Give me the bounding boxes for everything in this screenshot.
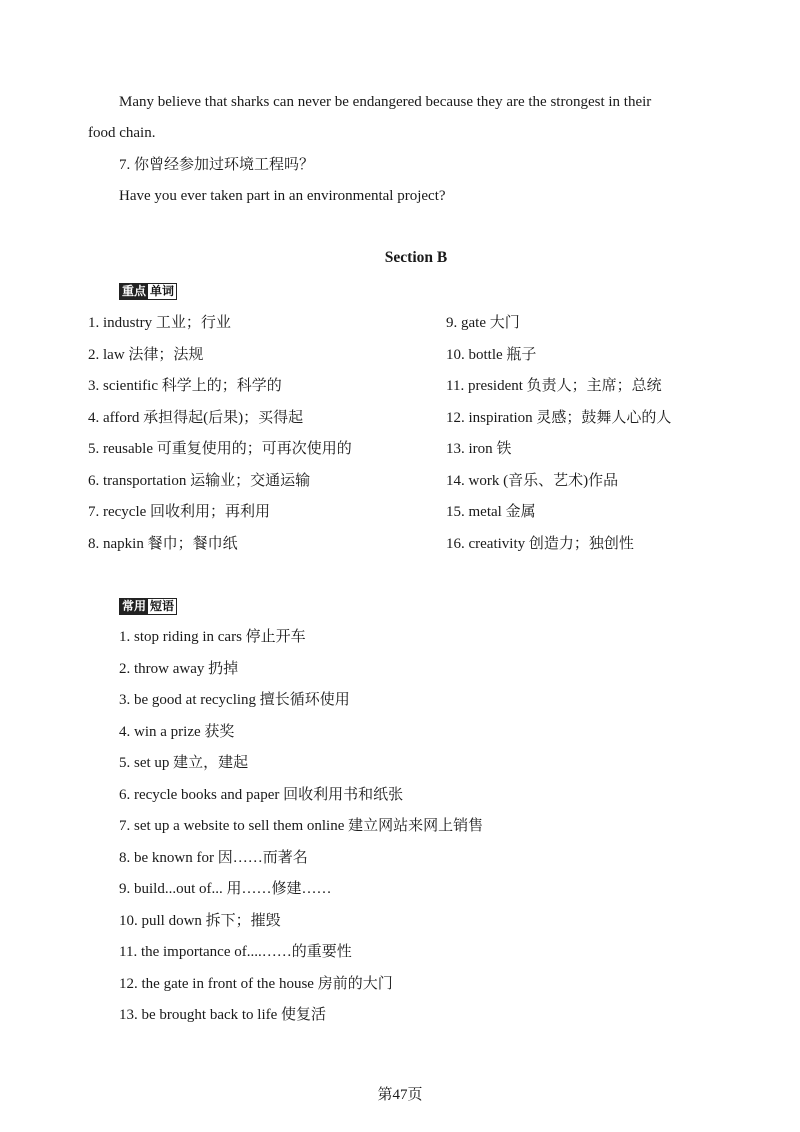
vocab-item: 13. iron 铁	[446, 441, 512, 457]
vocab-item: 3. scientific 科学上的；科学的	[88, 378, 282, 394]
vocab-list	[88, 313, 768, 565]
vocab-item: 6. transportation 运输业；交通运输	[88, 472, 311, 489]
question-english: Have you ever taken part in an environmental project?	[119, 188, 446, 204]
phrase-item: 12. the gate in front of the house 房前的大门	[119, 975, 393, 992]
vocab-item: 4. afford 承担得起(后果)；买得起	[88, 409, 304, 426]
vocab-item: 1. industry 工业；行业	[88, 315, 231, 331]
vocab-item: 9. gate 大门	[446, 315, 520, 331]
phrase-badge-light: 短语	[150, 599, 175, 613]
phrase-list	[119, 627, 483, 1037]
vocab-item: 8. napkin 餐巾；餐巾纸	[88, 535, 238, 552]
phrase-item: 13. be brought back to life 使复活	[119, 1007, 327, 1023]
phrase-item: 7. set up a website to sell them online 建立网站来网上销售	[119, 818, 484, 834]
vocab-item: 2. law 法律；法规	[88, 346, 204, 363]
paragraph-line: Many believe that sharks can never be endangered because they are the strongest in their	[119, 94, 652, 110]
phrase-badge	[119, 598, 177, 615]
phrase-item: 1. stop riding in cars 停止开车	[119, 629, 306, 645]
section-title: Section B	[384, 249, 448, 266]
vocab-badge	[119, 283, 177, 300]
vocab-item: 15. metal 金属	[446, 504, 536, 520]
vocab-item: 10. bottle 瓶子	[446, 346, 537, 363]
phrase-item: 3. be good at recycling 擅长循环使用	[119, 692, 350, 708]
question-chinese: 7. 你曾经参加过环境工程吗？	[119, 157, 315, 173]
phrase-item: 8. be known for 因……而著名	[119, 849, 308, 866]
phrase-item: 6. recycle books and paper 回收利用书和纸张	[119, 786, 404, 803]
phrase-item: 5. set up 建立，建起	[119, 755, 249, 771]
vocab-item: 16. creativity 创造力；独创性	[446, 535, 634, 552]
vocab-item: 11. president 负责人；主席；总统	[446, 378, 662, 394]
phrase-item: 9. build...out of... 用……修建……	[119, 881, 332, 897]
vocab-badge-dark: 重点	[122, 284, 147, 298]
phrase-item: 11. the importance of....……的重要性	[119, 944, 352, 960]
vocab-item: 12. inspiration 灵感；鼓舞人心的人	[446, 409, 672, 426]
phrase-item: 10. pull down 拆下；摧毁	[119, 912, 281, 929]
page-number: 第47页	[377, 1087, 423, 1103]
vocab-item: 7. recycle 回收利用；再利用	[88, 504, 271, 520]
paragraph-line: food chain.	[88, 125, 156, 141]
vocab-item: 14. work (音乐、艺术)作品	[446, 472, 619, 489]
phrase-item: 4. win a prize 获奖	[119, 723, 235, 740]
phrase-badge-dark: 常用	[122, 599, 147, 613]
vocab-item: 5. reusable 可重复使用的；可再次使用的	[88, 441, 352, 457]
vocab-badge-light: 单词	[150, 284, 175, 298]
phrase-item: 2. throw away 扔掉	[119, 660, 239, 677]
